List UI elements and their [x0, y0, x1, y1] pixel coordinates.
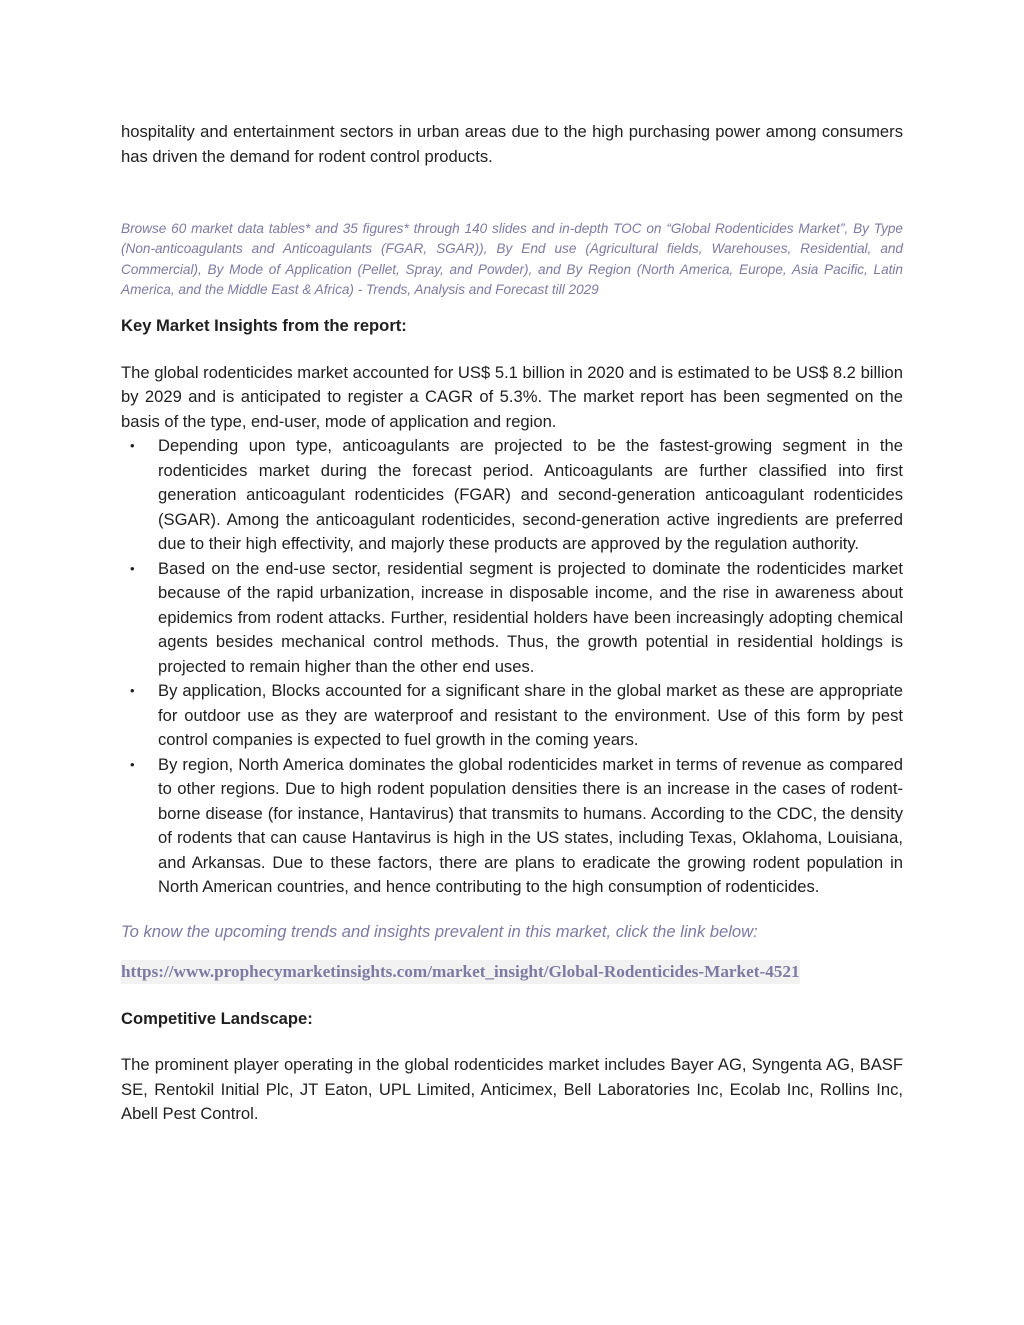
list-item-text: By application, Blocks accounted for a significant share in the global market as these are appropriate for outdoor use as they are waterproof and resistant to the environment. Use of this form by pest control companies is expected to fuel growth in the coming years. — [158, 681, 903, 750]
report-link[interactable]: https://www.prophecymarketinsights.com/market_insight/Global-Rodenticides-Market-4521 — [121, 960, 800, 984]
list-item-text: Based on the end-use sector, residential segment is projected to dominate the rodenticides market because of the rapid urbanization, increase in disposable income, and the rise in awareness about epidemics from rodent attacks. Further, residential holders have been increasingly adopting chemical agents besides mechanical control methods. Thus, the growth potential in residential holdings is projected to remain higher than the other end uses. — [158, 558, 903, 676]
list-item-text: By region, North America dominates the global rodenticides market in terms of revenue as compared to other regions. Due to high rodent population densities there is an increase in the cases of rodent-borne disease (for instance, Hantavirus) that transmits to humans. According to the CDC, the density of rodents that can cause Hantavirus is high in the US states, including Texas, Oklahoma, Louisiana, and Arkansas. Due to these factors, there are plans to eradicate the growing rodent population in North American countries, and hence contributing to the high consumption of rodenticides. — [158, 754, 903, 897]
trends-callout: To know the upcoming trends and insights prevalent in this market, click the link below: — [121, 921, 758, 941]
bullet-icon: • — [130, 756, 135, 772]
document-page — [121, 120, 903, 1127]
list-item-text: Depending upon type, anticoagulants are projected to be the fastest-growing segment in the rodenticides market during the forecast period. Anticoagulants are further classified into first generation anticoagulant rodenticides (FGAR) and second-generation anticoagulant rodenticides (SGAR). Among the anticoagulant rodenticides, second-generation active ingredients are preferred due to their high effectivity, and majorly these products are approved by the regulation authority. — [158, 436, 903, 554]
intro-paragraph: hospitality and entertainment sectors in urban areas due to the high purchasing power among consumers has driven the demand for rodent control products. — [121, 122, 903, 166]
insights-list — [121, 434, 903, 900]
competitive-landscape-paragraph: The prominent player operating in the global rodenticides market includes Bayer AG, Syngenta AG, BASF SE, Rentokil Initial Plc, JT Eaton, UPL Limited, Anticimex, Bell Laboratories Inc, Ecolab Inc, Rollins Inc, Abell Pest Control. — [121, 1055, 903, 1124]
market-size-paragraph: The global rodenticides market accounted for US$ 5.1 billion in 2020 and is estimated to be US$ 8.2 billion by 2029 and is anticipated to register a CAGR of 5.3%. The market report has been segmented on the basis of the type, end-user, mode of application and region. — [121, 362, 903, 431]
bullet-icon: • — [130, 683, 135, 699]
bullet-icon: • — [130, 438, 135, 454]
key-insights-heading: Key Market Insights from the report: — [121, 315, 407, 335]
list-item — [121, 434, 903, 557]
list-item — [121, 753, 903, 900]
list-item — [121, 679, 903, 753]
browse-report-note: Browse 60 market data tables* and 35 figures* through 140 slides and in-depth TOC on “Global Rodenticides Market”, By Type (Non-anticoagulants and Anticoagulants (FGAR, SGAR)), By End use (Agricultural fields, Warehouses, Residential, and Commercial), By Mode of Application (Pellet, Spray, and Powder), and By Region (North America, Europe, Asia Pacific, Latin America, and the Middle East & Africa) - Trends, Analysis and Forecast till 2029 — [121, 221, 903, 297]
competitive-landscape-heading: Competitive Landscape: — [121, 1009, 313, 1029]
bullet-icon: • — [130, 560, 135, 576]
list-item — [121, 557, 903, 680]
